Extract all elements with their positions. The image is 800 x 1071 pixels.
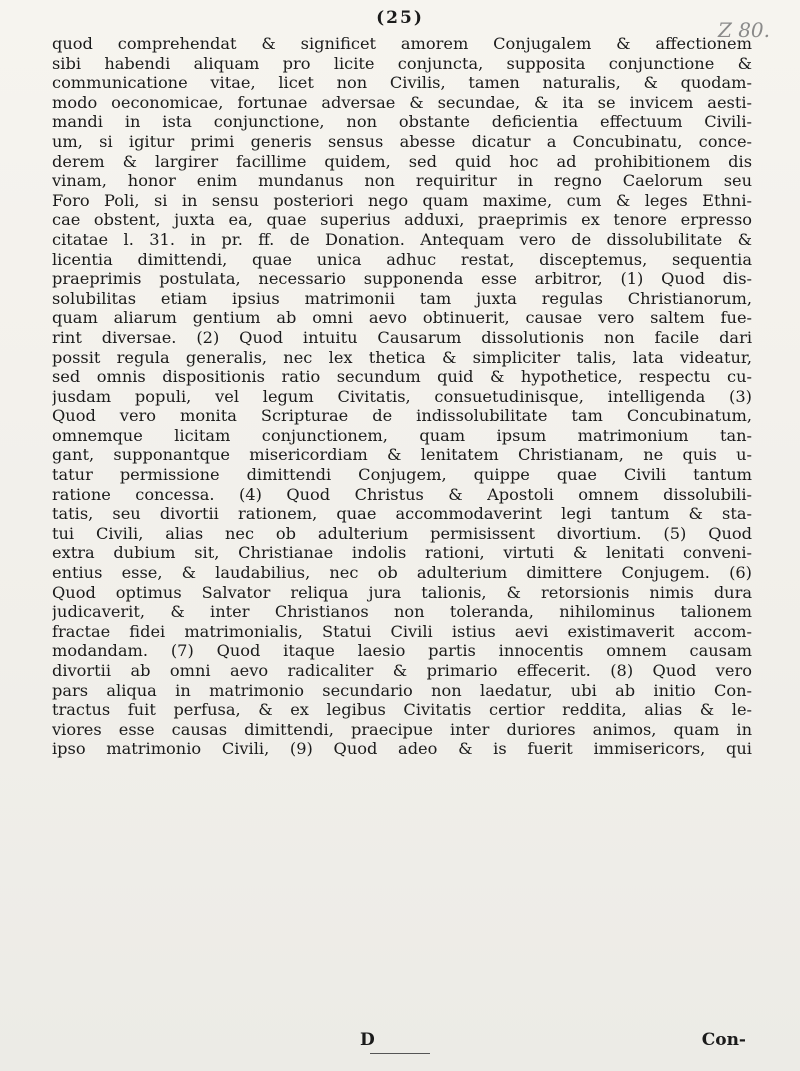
text-body [52, 34, 752, 759]
text-line: fractae fidei matrimonialis, Statui Civili istius aevi existimaverit accom- [52, 621, 752, 641]
text-line: praeprimis postulata, necessario supponenda esse arbitror, (1) Quod dis- [52, 269, 752, 289]
text-line: judicaverit, & inter Christianos non toleranda, nihilominus talionem [52, 602, 752, 622]
text-line: citatae l. 31. in pr. ff. de Donation. Antequam vero de dissolubilitate & [52, 229, 752, 249]
text-line: tatur permissione dimittendi Conjugem, quippe quae Civili tantum [52, 465, 752, 485]
text-line: cae obstent, juxta ea, quae superius adduxi, praeprimis ex tenore erpresso [52, 210, 752, 230]
text-line: quam aliarum gentium ab omni aevo obtinuerit, causae vero saltem fue- [52, 308, 752, 328]
text-line: omnemque licitam conjunctionem, quam ipsum matrimonium tan- [52, 425, 752, 445]
text-line: Foro Poli, si in sensu posteriori nego quam maxime, cum & leges Ethni- [52, 190, 752, 210]
text-line: tatis, seu divortii rationem, quae accommodaverint legi tantum & sta- [52, 504, 752, 524]
text-line: Quod vero monita Scripturae de indissolubilitate tam Concubinatum, [52, 406, 752, 426]
text-line: communicatione vitae, licet non Civilis, tamen naturalis, & quodam- [52, 73, 752, 93]
text-line: entius esse, & laudabilius, nec ob adulterium dimittere Conjugem. (6) [52, 563, 752, 583]
text-line: modo oeconomicae, fortunae adversae & secundae, & ita se invicem aesti- [52, 92, 752, 112]
page-footer [0, 1030, 800, 1052]
text-line: ipso matrimonio Civili, (9) Quod adeo & is fuerit immisericors, qui [52, 739, 752, 759]
corner-note: Z 80. [717, 18, 770, 42]
text-line: modandam. (7) Quod itaque laesio partis innocentis omnem causam [52, 641, 752, 661]
text-line: solubilitas etiam ipsius matrimonii tam juxta regulas Christianorum, [52, 288, 752, 308]
page-number: (25) [376, 8, 424, 28]
text-line: sed omnis dispositionis ratio secundum quid & hypothetice, respectu cu- [52, 367, 752, 387]
text-line: tui Civili, alias nec ob adulterium permisissent divortium. (5) Quod [52, 523, 752, 543]
text-line: ratione concessa. (4) Quod Christus & Apostoli omnem dissolubili- [52, 484, 752, 504]
text-line: mandi in ista conjunctione, non obstante deficientia effectuum Civili- [52, 112, 752, 132]
text-line: derem & largirer facillime quidem, sed quid hoc ad prohibitionem dis [52, 151, 752, 171]
text-line: divortii ab omni aevo radicaliter & primario effecerit. (8) Quod vero [52, 661, 752, 680]
text-line: vinam, honor enim mundanus non requiritur in regno Caelorum seu [52, 171, 752, 191]
text-line: viores esse causas dimittendi, praecipue inter duriores animos, quam in [52, 719, 752, 739]
text-line: pars aliqua in matrimonio secundario non laedatur, ubi ab initio Con- [52, 680, 752, 700]
text-line: licentia dimittendi, quae unica adhuc restat, disceptemus, sequentia [52, 249, 752, 269]
text-line: quod comprehendat & significet amorem Conjugalem & affectionem [52, 34, 752, 53]
catchword: Con- [701, 1030, 746, 1050]
signature-mark: D [360, 1030, 375, 1050]
text-line: extra dubium sit, Christianae indolis rationi, virtuti & lenitati conveni- [52, 543, 752, 563]
text-line: Quod optimus Salvator reliqua jura talionis, & retorsionis nimis dura [52, 582, 752, 602]
text-line: gant, supponantque misericordiam & lenitatem Christianam, ne quis u- [52, 445, 752, 465]
text-line: possit regula generalis, nec lex thetica & simpliciter talis, lata videatur, [52, 347, 752, 367]
text-line: tractus fuit perfusa, & ex legibus Civitatis certior reddita, alias & le- [52, 700, 752, 720]
text-line: um, si igitur primi generis sensus abesse dicatur a Concubinatu, conce- [52, 131, 752, 151]
text-line: sibi habendi aliquam pro licite conjuncta, supposita conjunctione & [52, 53, 752, 73]
text-line: rint diversae. (2) Quod intuitu Causarum dissolutionis non facile dari [52, 327, 752, 347]
text-line: jusdam populi, vel legum Civitatis, consuetudinisque, intelligenda (3) [52, 386, 752, 406]
signature-rule [370, 1053, 430, 1054]
